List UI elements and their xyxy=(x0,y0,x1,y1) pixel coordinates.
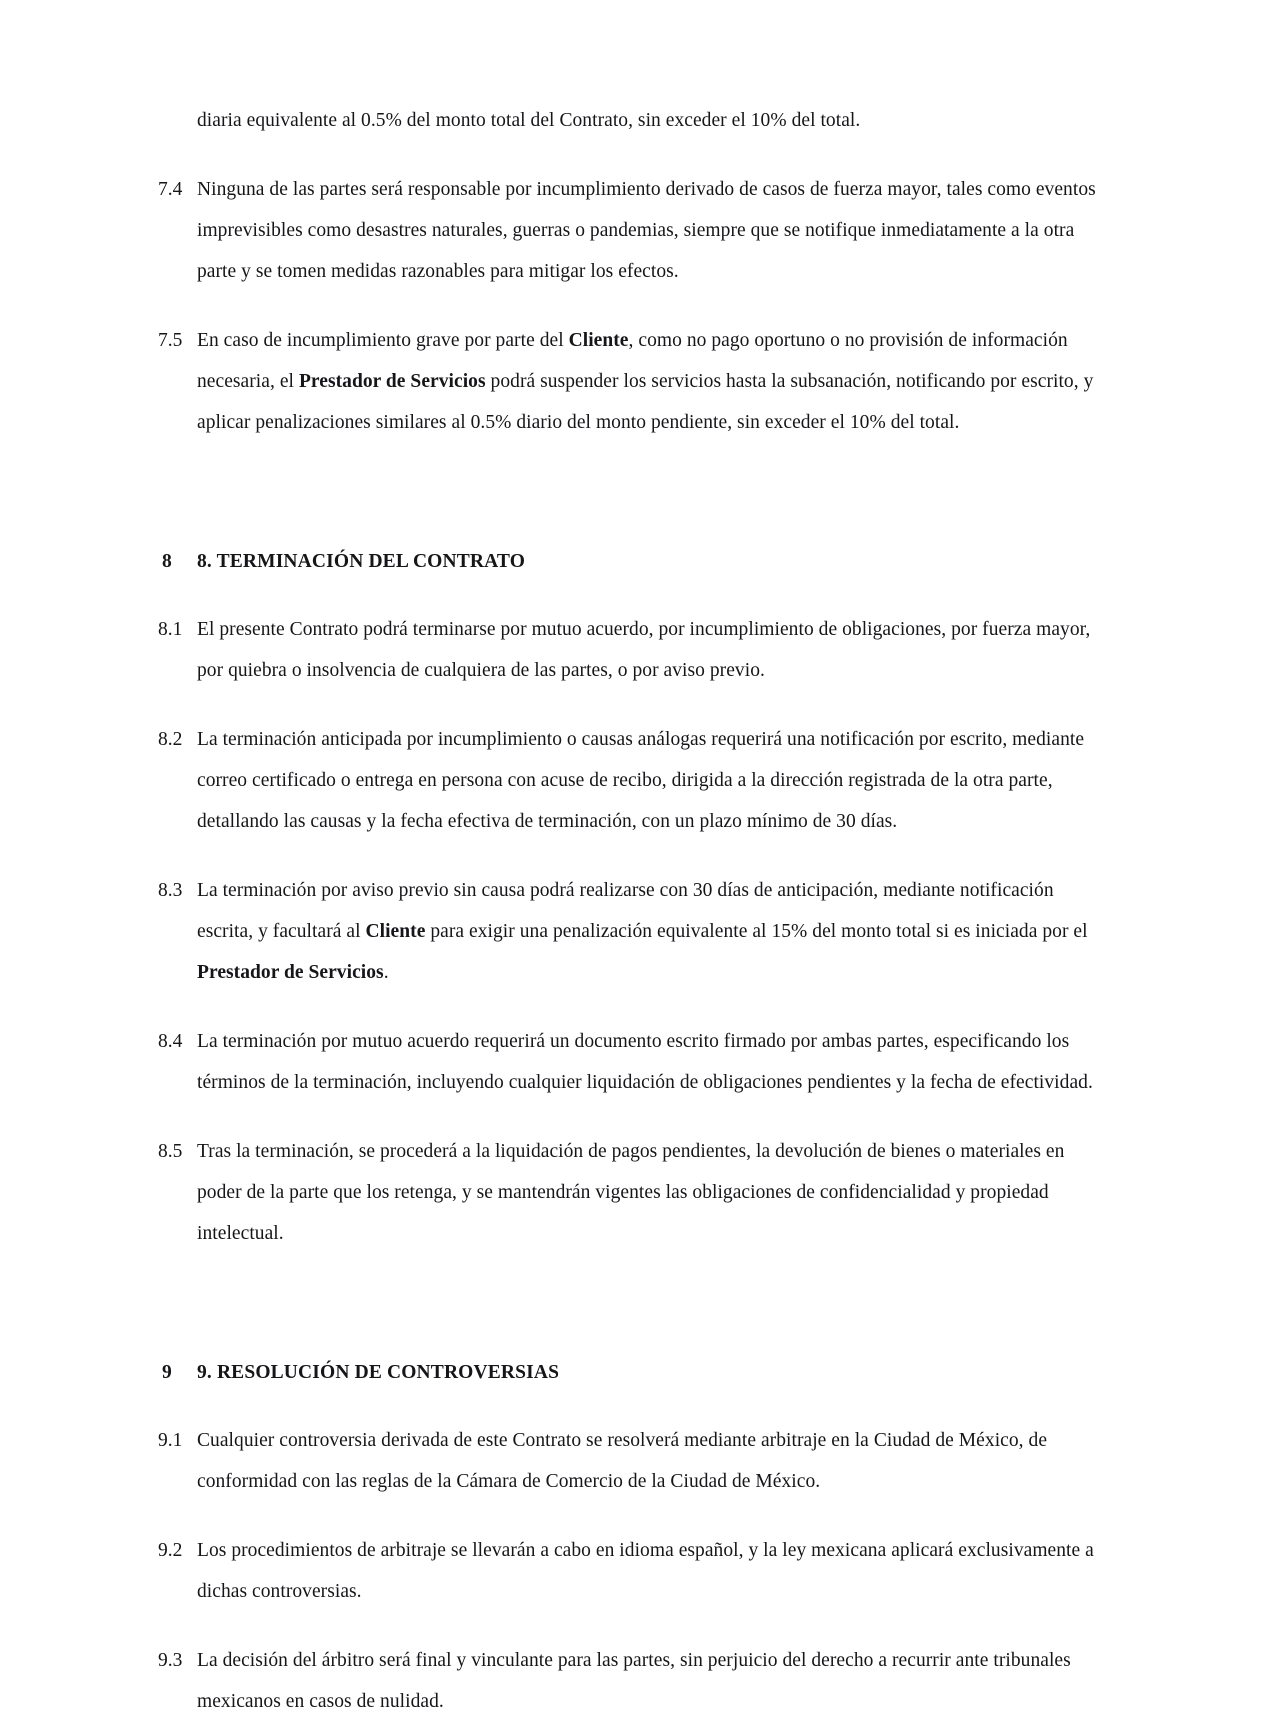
section-heading xyxy=(140,543,1100,581)
clause-number: 9.3 xyxy=(158,1650,183,1671)
clause-number: 9.2 xyxy=(158,1540,183,1561)
defined-term: Cliente xyxy=(365,921,426,942)
clause-text: Tras la terminación, se procederá a la liquidación de pagos pendientes, la devolución de bienes o materiales en poder de la parte que los retenga, y se mantendrán vigentes las obligaciones de confidencialidad y propiedad intelectual. xyxy=(197,1141,1065,1244)
clause-text xyxy=(197,870,1100,993)
clause-row xyxy=(140,870,1100,993)
clause-text: La terminación anticipada por incumplimiento o causas análogas requerirá una notificación por escrito, mediante correo certificado o entrega en persona con acuse de recibo, dirigida a la dirección registrada de la otra parte, detallando las causas y la fecha efectiva de terminación, con un plazo mínimo de 30 días. xyxy=(197,729,1085,832)
clause-text: Cualquier controversia derivada de este Contrato se resolverá mediante arbitraje en la Ciudad de México, de conformidad con las reglas de la Cámara de Comercio de la Ciudad de México. xyxy=(197,1430,1048,1492)
section-spacer xyxy=(140,443,1100,477)
clause-number: 7.5 xyxy=(158,330,183,351)
clause-row xyxy=(140,1131,1100,1254)
clause-row xyxy=(140,609,1100,691)
section-spacer xyxy=(140,1254,1100,1288)
clause-text: Los procedimientos de arbitraje se llevarán a cabo en idioma español, y la ley mexicana aplicará exclusivamente a dichas controversias. xyxy=(197,1540,1094,1602)
section-heading-title: 9. RESOLUCIÓN DE CONTROVERSIAS xyxy=(197,1362,560,1383)
clause-row xyxy=(140,719,1100,842)
clause-row xyxy=(140,169,1100,292)
clause-text: Ninguna de las partes será responsable por incumplimiento derivado de casos de fuerza mayor, tales como eventos imprevisibles como desastres naturales, guerras o pandemias, siempre que se notifique inmediatamente a la otra parte y se tomen medidas razonables para mitigar los efectos. xyxy=(197,179,1096,282)
clause-number: 8.5 xyxy=(158,1141,183,1162)
clause-text-run: podrá suspender los servicios hasta la subsanación, notificando por escrito, y aplicar penalizaciones similares al 0.5% diario del monto pendiente, sin exceder el 10% del total. xyxy=(197,371,1094,433)
clause-text: La terminación por mutuo acuerdo requerirá un documento escrito firmado por ambas partes, especificando los términos de la terminación, incluyendo cualquier liquidación de obligaciones pendientes y la fecha de efectividad. xyxy=(197,1031,1093,1093)
clause-text: El presente Contrato podrá terminarse por mutuo acuerdo, por incumplimiento de obligaciones, por fuerza mayor, por quiebra o insolvencia de cualquiera de las partes, o por aviso previo. xyxy=(197,619,1091,681)
defined-term: Cliente xyxy=(568,330,629,351)
clause-text-run: En caso de incumplimiento grave por parte del xyxy=(197,330,569,351)
clause-row xyxy=(140,1640,1100,1722)
section-heading xyxy=(140,1354,1100,1392)
clause-text-run: La terminación por aviso previo sin causa podrá realizarse con 30 días de anticipación, mediante notificación escrita, y facultará al xyxy=(197,880,1054,942)
clause-number: 8.1 xyxy=(158,619,183,640)
clause-text-run: para exigir una penalización equivalente al 15% del monto total si es iniciada por el xyxy=(425,921,1088,942)
defined-term: Prestador de Servicios xyxy=(298,371,486,392)
document-body xyxy=(140,100,1100,1722)
clause-row xyxy=(140,320,1100,443)
section-heading-number: 8 xyxy=(162,551,172,572)
paragraph-continuation: diaria equivalente al 0.5% del monto total del Contrato, sin exceder el 10% del total. xyxy=(197,110,861,131)
clause-number: 9.1 xyxy=(158,1430,183,1451)
clause-number: 8.4 xyxy=(158,1031,183,1052)
clause-row xyxy=(140,1530,1100,1612)
clause-text-run: , como no pago oportuno o no provisión de información necesaria, el xyxy=(197,330,1068,392)
clause-row xyxy=(140,1021,1100,1103)
section-heading-number: 9 xyxy=(162,1362,172,1383)
clause-row xyxy=(140,1420,1100,1502)
clause-number: 8.3 xyxy=(158,880,183,901)
clause-number: 7.4 xyxy=(158,179,183,200)
clause-text xyxy=(197,320,1100,443)
section-heading-title: 8. TERMINACIÓN DEL CONTRATO xyxy=(197,551,526,572)
clause-number: 8.2 xyxy=(158,729,183,750)
defined-term: Prestador de Servicios xyxy=(197,962,384,983)
clause-text-run: . xyxy=(383,962,389,983)
clause-text: La decisión del árbitro será final y vinculante para las partes, sin perjuicio del derecho a recurrir ante tribunales mexicanos en casos de nulidad. xyxy=(197,1650,1071,1712)
